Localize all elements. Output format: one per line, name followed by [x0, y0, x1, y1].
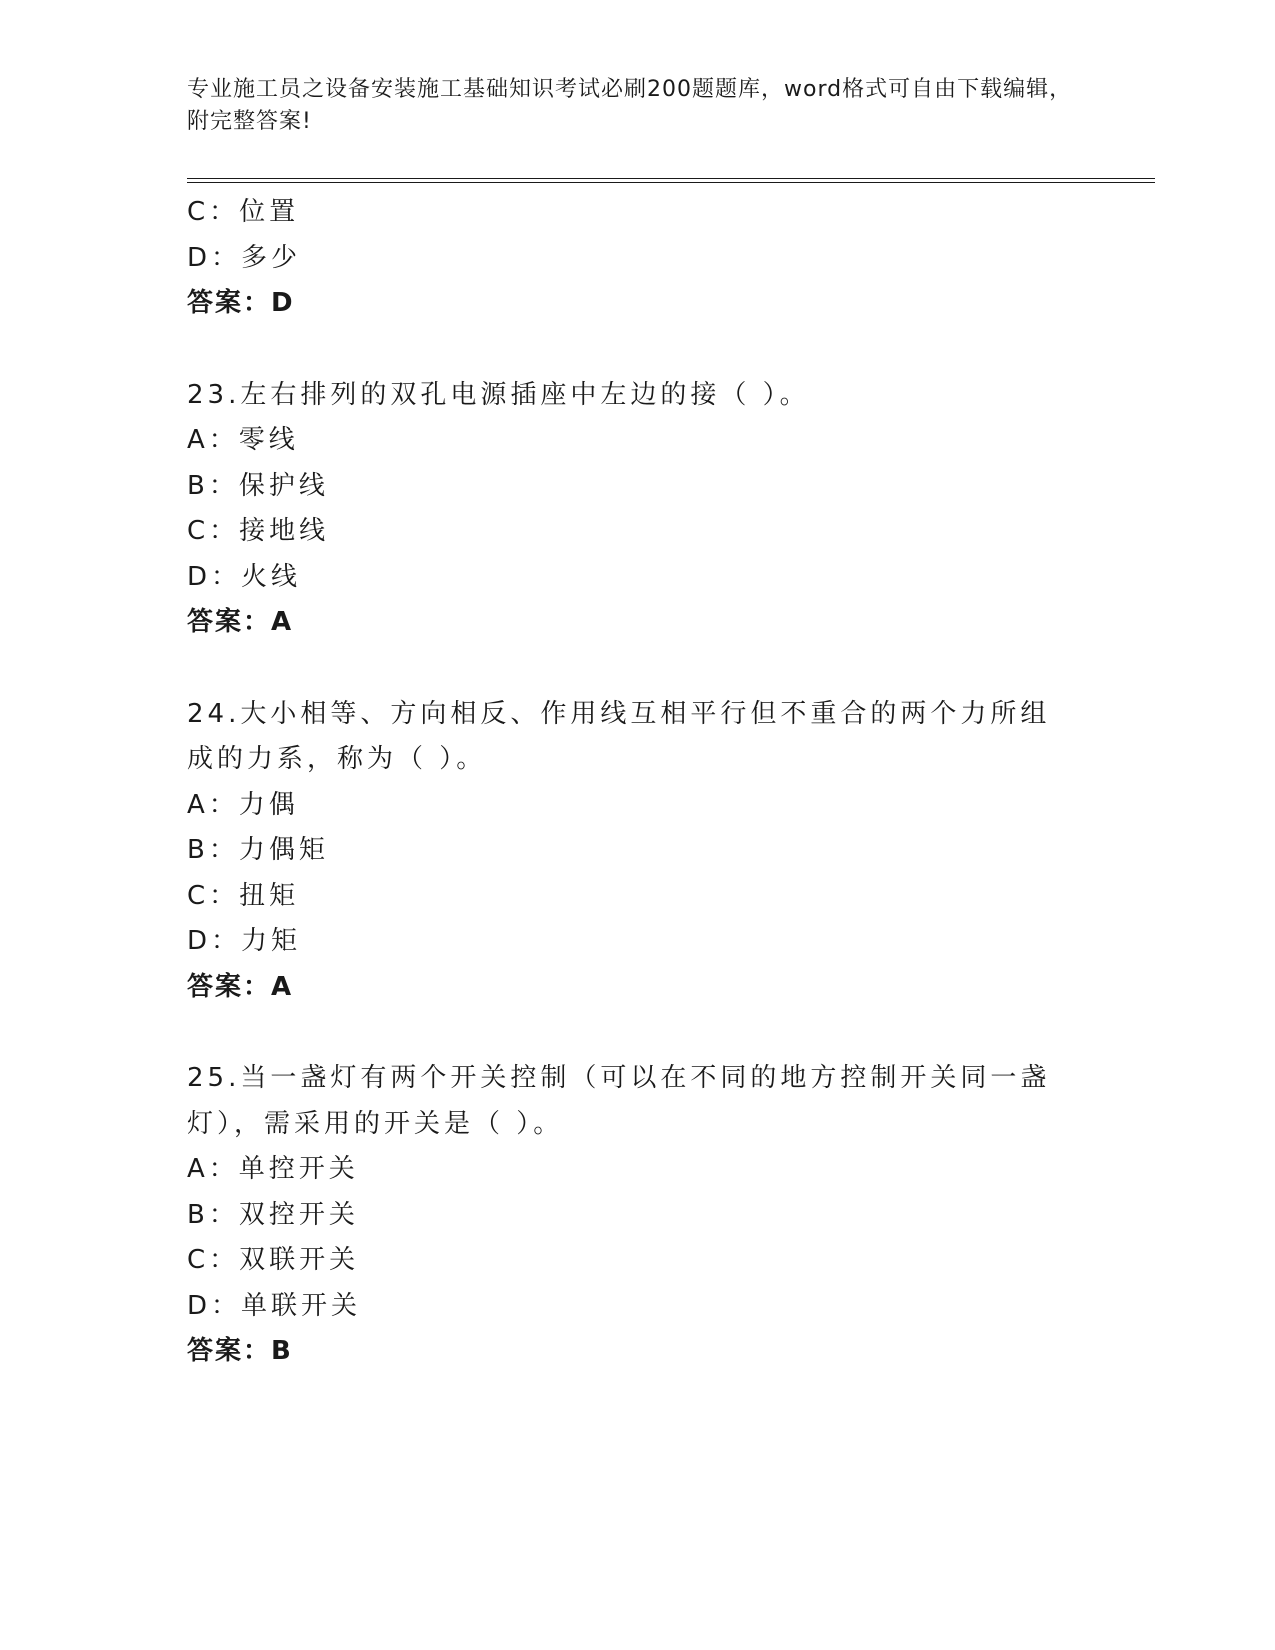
option-c: C：位置	[187, 197, 300, 227]
answer-line: 答案：B	[187, 1336, 293, 1366]
option-a: A：单控开关	[187, 1154, 359, 1184]
spacer	[187, 1010, 1087, 1056]
header-rule-bottom	[187, 182, 1155, 183]
answer-line: 答案：A	[187, 607, 294, 637]
option-b: B：力偶矩	[187, 835, 329, 865]
header-rule-top	[187, 178, 1155, 179]
question-23	[187, 373, 1087, 646]
question-24	[187, 692, 1087, 1011]
answer-line: 答案：D	[187, 288, 295, 318]
spacer	[187, 646, 1087, 692]
question-22-continued	[187, 190, 1087, 327]
spacer	[187, 327, 1087, 373]
question-stem: 23.左右排列的双孔电源插座中左边的接（ ）。	[187, 379, 810, 410]
answer-line: 答案：A	[187, 971, 294, 1002]
option-c: C：接地线	[187, 516, 330, 546]
question-stem: 24.大小相等、方向相反、作用线互相平行但不重合的两个力所组成的力系，称为（ ）。	[187, 698, 1051, 774]
option-b: B：保护线	[187, 470, 329, 501]
option-d: D：力矩	[187, 926, 302, 956]
option-a: A：力偶	[187, 789, 299, 820]
option-d: D：单联开关	[187, 1290, 362, 1321]
option-c: C：扭矩	[187, 880, 300, 911]
option-a: A：零线	[187, 425, 299, 455]
question-stem: 25.当一盏灯有两个开关控制（可以在不同的地方控制开关同一盏灯），需采用的开关是（ ）。	[187, 1063, 1051, 1139]
question-25	[187, 1056, 1087, 1375]
question-content	[187, 190, 1087, 1375]
document-header: 专业施工员之设备安装施工基础知识考试必刷200题题库，word格式可自由下载编辑，附完整答案!	[187, 77, 1073, 134]
option-d: D：火线	[187, 561, 302, 592]
option-b: B：双控开关	[187, 1199, 359, 1230]
option-c: C：双联开关	[187, 1245, 360, 1275]
option-d: D：多少	[187, 242, 302, 273]
